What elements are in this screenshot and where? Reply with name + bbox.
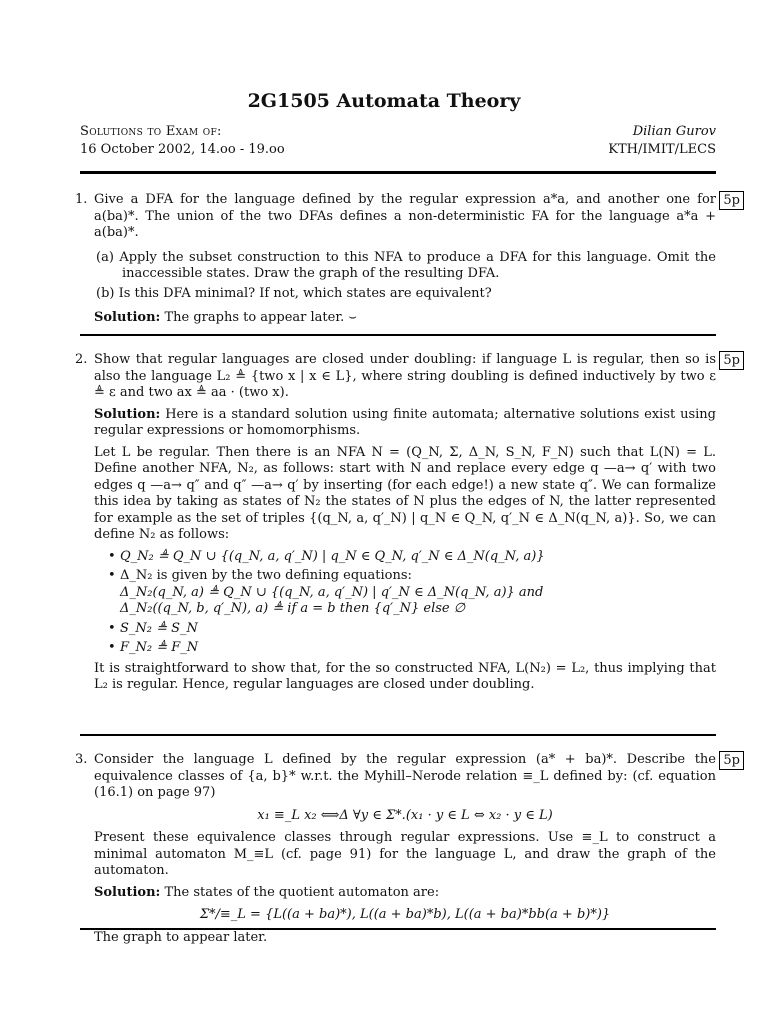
points-box: 5p: [719, 191, 744, 210]
author-affiliation: KTH/IMIT/LECS: [608, 142, 716, 157]
exam-info: [80, 123, 285, 159]
list-item: • Q_N₂ ≜ Q_N ∪ {(q_N, a, q′_N) | q_N ∈ Q_N, q′_N ∈ Δ_N(q_N, a)}: [108, 549, 716, 566]
question-text: Consider the language L defined by the regular expression (a* + ba)*. Describe the equivalence classes of {a, b}* w.r.t. the Myhill–Nerode relation ≡_L defined by: (cf. equation (16.1) on page 97): [94, 752, 716, 800]
question-number: 2.: [75, 352, 88, 367]
header-divider: [80, 171, 716, 174]
question-part-b: (b) Is this DFA minimal? If not, which states are equivalent?: [96, 285, 492, 301]
question-2: [75, 352, 740, 699]
quotient-formula: Σ*/≡_L = {L((a + ba)*), L((a + ba)*b), L((a + ba)*bb(a + b)*)}: [199, 907, 611, 922]
solution-text: Here is a standard solution using finite automata; alternative solutions exist using regular expressions or homomorphisms.: [94, 406, 716, 438]
exam-date: 16 October 2002, 14.oo - 19.oo: [80, 142, 285, 157]
question-text: Give a DFA for the language defined by the regular expression a*a, and another one for a(ba)*. The union of the two DFAs defines a non-deterministic FA for the language a*a + a(ba)*.: [94, 192, 716, 240]
solution-label: Solution:: [94, 310, 161, 325]
closing-text: The graph to appear later.: [94, 929, 268, 945]
solution-label: Solution:: [94, 884, 161, 900]
question-number: 1.: [75, 192, 88, 207]
question-part-a: (a) Apply the subset construction to this NFA to produce a DFA for this language. Omit the inaccessible states. Draw the graph of the resulting DFA.: [96, 249, 716, 281]
question-1: [75, 192, 740, 332]
solution-label: Solution:: [94, 406, 161, 422]
question-3: [75, 752, 740, 951]
definition-list: [94, 549, 716, 657]
list-item: [108, 568, 716, 618]
conclusion-text: It is straightforward to show that, for the so constructed NFA, L(N₂) = L₂, thus implying that L₂ is regular. Hence, regular languages are closed under doubling.: [94, 660, 716, 692]
solution-paragraph: Let L be regular. Then there is an NFA N = (Q_N, Σ, Δ_N, S_N, F_N) such that L(N) = L. Define another NFA, N₂, as follows: start with N and replace every edge q —a→ q′ with two edges q —a→ q″ and q″ —a→ q′ by inserting (for each edge!) a new state q″. We can formalize this idea by taking as states of N₂ the states of N plus the edges of N, the latter represented for example as the set of triples {(q_N, a, q′_N) | q_N ∈ Q_N, q′_N ∈ Δ_N(q_N, a)}. So, we can define N₂ as follows:: [94, 444, 716, 542]
equation: Δ_N₂(q_N, a) ≜ Q_N ∪ {(q_N, a, q′_N) | q′_N ∈ Δ_N(q_N, a)} and: [120, 584, 544, 600]
exam-subtitle: Solutions to Exam of:: [80, 124, 222, 139]
question-text-continued: Present these equivalence classes through regular expressions. Use ≡_L to construct a minimal automaton M_≡L (cf. page 91) for the language L, and draw the graph of the automaton.: [94, 830, 716, 878]
solution-text: The states of the quotient automaton are:: [164, 884, 440, 900]
list-item: • S_N₂ ≜ S_N: [108, 621, 716, 638]
author-info: [608, 123, 716, 159]
question-text: Show that regular languages are closed under doubling: if language L is regular, then so is also the language L₂ ≜ {two x | x ∈ L}, where string doubling is defined inductively by two ε ≜ ε and two ax ≜ aa · (two x).: [94, 352, 716, 400]
author-name: Dilian Gurov: [632, 124, 716, 139]
points-box: 5p: [719, 351, 744, 370]
relation-formula: x₁ ≡_L x₂ ⟺Δ ∀y ∈ Σ*.(x₁ · y ∈ L ⇔ x₂ · y ∈ L): [257, 807, 553, 823]
equation: Δ_N₂((q_N, b, q′_N), a) ≜ if a = b then {q′_N} else ∅: [120, 601, 466, 616]
question-divider: [80, 334, 716, 336]
footer-divider: [80, 928, 716, 930]
list-item-text: • Δ_N₂ is given by the two defining equations:: [120, 568, 412, 583]
solution-text: The graphs to appear later. ⌣: [164, 310, 357, 325]
document-title: 2G1505 Automata Theory: [247, 90, 521, 112]
question-divider: [80, 734, 716, 736]
list-item: • F_N₂ ≜ F_N: [108, 640, 716, 657]
question-number: 3.: [75, 752, 88, 767]
points-box: 5p: [719, 751, 744, 770]
